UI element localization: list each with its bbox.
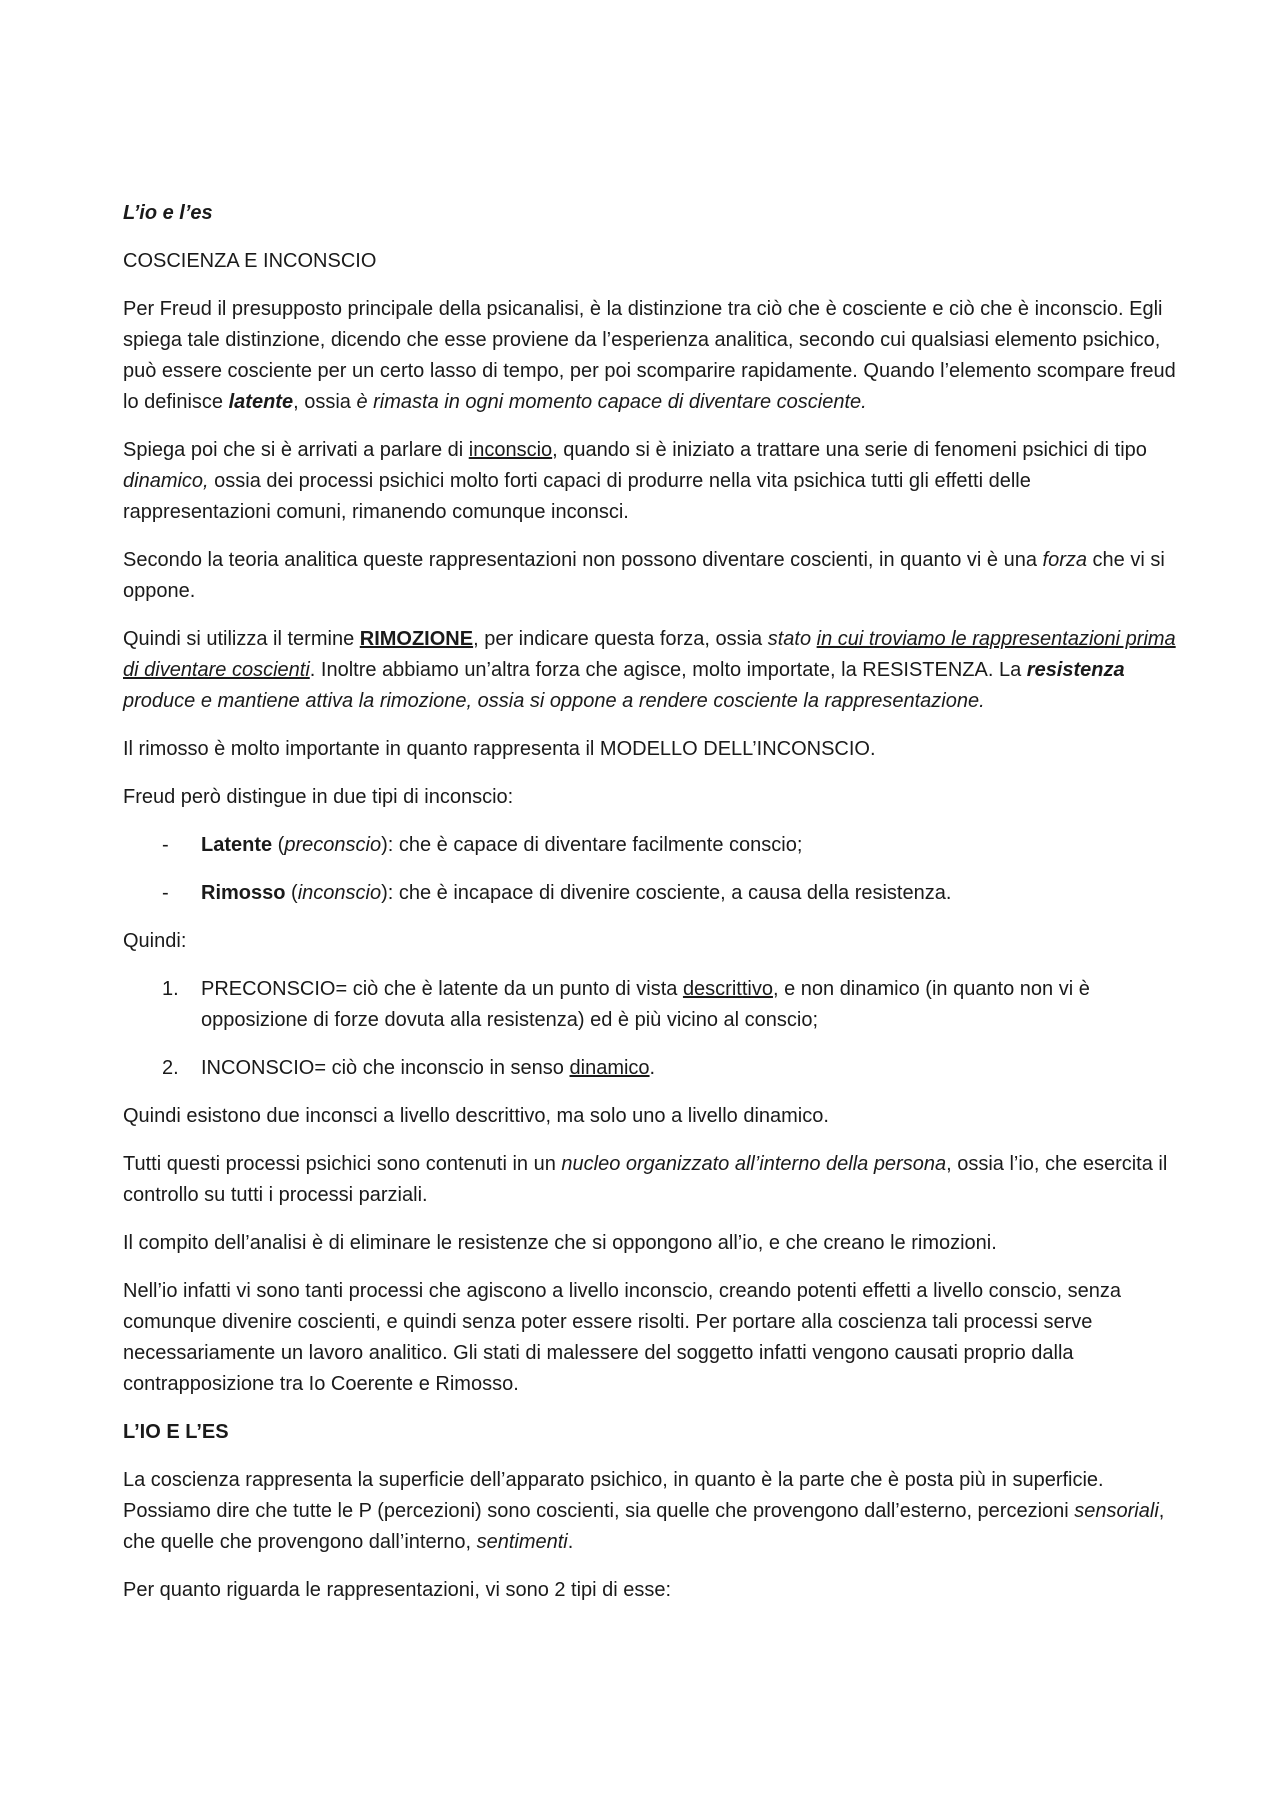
bullet-list-inconscio xyxy=(123,830,1178,909)
numbered-list xyxy=(123,974,1178,1084)
paragraph-io-processi: Nell’io infatti vi sono tanti processi che agiscono a livello inconscio, creando potenti effetti a livello conscio, senza comunque divenire coscienti, e quindi senza poter essere risolti. Per portare alla coscienza tali processi serve necessariamente un lavoro analitico. Gli stati di malessere del soggetto infatti vengono causati proprio dalla contrapposizione tra Io Coerente e Rimosso. xyxy=(123,1280,1121,1395)
underlined-inconscio: inconscio xyxy=(468,439,553,461)
text-run: Secondo la teoria analitica queste rappresentazioni non possono diventare coscienti, in quanto vi è una xyxy=(123,549,1043,571)
paragraph-nucleo xyxy=(123,1149,1178,1211)
paragraph-compito-analisi: Il compito dell’analisi è di eliminare le resistenze che si oppongono all’io, e che creano le rimozioni. xyxy=(123,1232,997,1254)
text-run: , che quelle che provengono dall’interno, xyxy=(123,1500,1165,1553)
paragraph-freud-distinction xyxy=(123,294,1178,418)
text-run: , ossia l’io, che esercita il controllo su tutti i processi parziali. xyxy=(123,1153,1168,1206)
paragraph-due-inconsci: Quindi esistono due inconsci a livello descrittivo, ma solo uno a livello dinamico. xyxy=(123,1105,829,1127)
text-run: . Inoltre abbiamo un’altra forza che agisce, molto importate, la RESISTENZA. La xyxy=(309,659,1027,681)
underlined-descrittivo: descrittivo xyxy=(682,978,773,1000)
paragraph-rimozione xyxy=(123,624,1178,717)
text-run: . xyxy=(649,1057,656,1079)
emphasis-resistenza: resistenza xyxy=(1026,659,1125,681)
list-item xyxy=(123,878,1178,909)
text-run: Quindi si utilizza il termine xyxy=(123,628,360,650)
emphasis-dinamico: dinamico, xyxy=(123,470,209,492)
paragraph-quindi: Quindi: xyxy=(123,930,187,952)
paragraph-due-tipi: Freud però distingue in due tipi di inconscio: xyxy=(123,786,514,808)
underlined-dinamico: dinamico xyxy=(569,1057,650,1079)
text-run: che vi si oppone. xyxy=(123,549,1165,602)
emphasis-nucleo: nucleo organizzato all’interno della persona xyxy=(561,1153,947,1175)
paragraph-rappresentazioni: Per quanto riguarda le rappresentazioni, vi sono 2 tipi di esse: xyxy=(123,1579,672,1601)
list-marker: 2. xyxy=(162,1057,179,1079)
text-run: ossia dei processi psichici molto forti capaci di produrre nella vita psichica tutti gli effetti delle rappresentazioni comuni, rimanendo comunque inconsci. xyxy=(123,470,1031,523)
emphasis-sentimenti: sentimenti xyxy=(476,1531,568,1553)
text-run: , ossia xyxy=(293,391,357,413)
list-item xyxy=(123,974,1178,1036)
paragraph-rimosso: Il rimosso è molto importante in quanto rappresenta il MODELLO DELL’INCONSCIO. xyxy=(123,738,876,760)
emphasis-resistenza-def: produce e mantiene attiva la rimozione, ossia si oppone a rendere cosciente la rappresentazione. xyxy=(123,690,985,712)
list-item xyxy=(123,1053,1178,1084)
section-heading-io-es: L’IO E L’ES xyxy=(123,1421,229,1443)
text-run: Per Freud il presupposto principale della psicanalisi, è la distinzione tra ciò che è cosciente e ciò che è inconscio. Egli spiega tale distinzione, dicendo che esse proviene da l’esperienza analitica, secondo cui qualsiasi elemento psichico, può essere cosciente per un certo lasso di tempo, per poi scomparire rapidamente. Quando l’elemento scompare freud lo definisce xyxy=(123,298,1176,413)
paragraph-coscienza-superficie xyxy=(123,1465,1178,1558)
text-run: . xyxy=(567,1531,574,1553)
document-title: L’io e l’es xyxy=(123,202,213,224)
text-run: Spiega poi che si è arrivati a parlare di xyxy=(123,439,469,461)
text-run: , per indicare questa forza, ossia xyxy=(473,628,768,650)
text-run: , e non dinamico (in quanto non vi è opposizione di forze dovuta alla resistenza) ed è più vicino al conscio; xyxy=(201,978,1090,1031)
list-marker: 1. xyxy=(162,978,179,1000)
underlined-rimozione: RIMOZIONE xyxy=(359,628,474,650)
paragraph-inconscio xyxy=(123,435,1178,528)
emphasis-latente: latente xyxy=(228,391,294,413)
text-run: ( xyxy=(272,834,285,856)
text-run: Tutti questi processi psichici sono contenuti in un xyxy=(123,1153,562,1175)
text-run: ): che è incapace di divenire cosciente, a causa della resistenza. xyxy=(381,882,952,904)
emphasis-definition: è rimasta in ogni momento capace di diventare cosciente. xyxy=(356,391,867,413)
underlined-rappresentazioni: in cui troviamo le rappresentazioni prima di diventare coscienti xyxy=(123,628,1176,681)
emphasis-sensoriali: sensoriali xyxy=(1074,1500,1159,1522)
list-term: Rimosso xyxy=(201,882,286,904)
emphasis-stato: stato xyxy=(767,628,817,650)
text-run: ( xyxy=(285,882,298,904)
list-term: Latente xyxy=(201,834,273,856)
emphasis-forza: forza xyxy=(1042,549,1087,571)
document-page xyxy=(123,198,1178,1623)
text-run: La coscienza rappresenta la superficie dell’apparato psichico, in quanto è la parte che è posta più in superficie. Possiamo dire che tutte le P (percezioni) sono coscienti, sia quelle che provengono dall’esterno, percezioni xyxy=(123,1469,1104,1522)
list-italic: inconscio xyxy=(297,882,382,904)
paragraph-teoria-analitica xyxy=(123,545,1178,607)
text-run: PRECONSCIO= ciò che è latente da un punto di vista xyxy=(201,978,683,1000)
list-item xyxy=(123,830,1178,861)
text-run: , quando si è iniziato a trattare una serie di fenomeni psichici di tipo xyxy=(552,439,1147,461)
section-heading-coscienza: COSCIENZA E INCONSCIO xyxy=(123,250,377,272)
text-run: INCONSCIO= ciò che inconscio in senso xyxy=(201,1057,570,1079)
text-run: ): che è capace di diventare facilmente conscio; xyxy=(381,834,803,856)
list-italic: preconscio xyxy=(284,834,382,856)
